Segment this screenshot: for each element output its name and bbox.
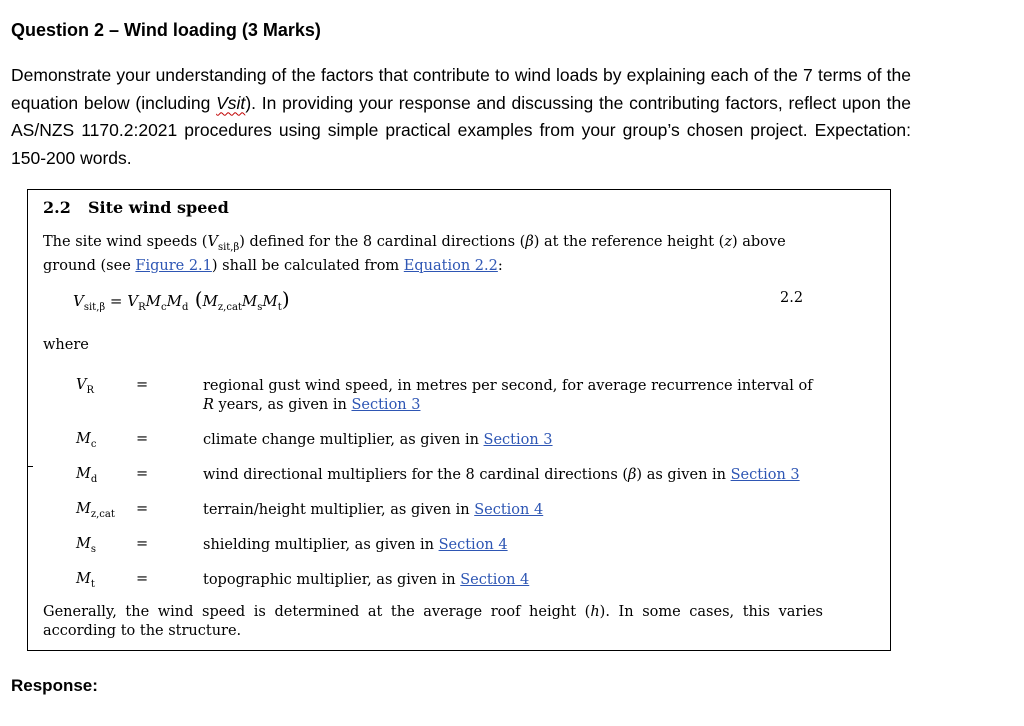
spellcheck-flagged-term[interactable]: Vsit [216,92,246,113]
section-link[interactable]: Section 4 [460,572,530,588]
term-symbol: $V_R$ [76,377,95,396]
term-symbol: $M_{z,cat}$ [76,501,115,520]
term-symbol: $M_c$ [76,431,97,450]
equation-number: 2.2 [780,290,804,306]
where-label: where [43,337,89,353]
section-link[interactable]: Section 4 [474,502,544,518]
question-instructions: Demonstrate your understanding of the factors that contribute to wind loads by explaining each of the 7 terms of the equation below (including Vsit). In providing your response and discussing the contributing factors, reflect upon the AS/NZS 1170.2:2021 procedures using simple practical examples from your group’s chosen project. Expectation: 150-200 words. [11,65,911,168]
term-description: wind directional multipliers for the 8 cardinal directions (β) as given in Section 3 [203,467,800,483]
term-description: regional gust wind speed, in metres per second, for average recurrence interval of R years, as given in Section 3 [203,378,813,413]
term-description: topographic multiplier, as given in Section 4 [203,572,530,588]
term-equals: = [136,501,149,517]
section-title: Site wind speed [88,198,229,217]
standard-excerpt-box [27,189,891,651]
equation-link[interactable]: Equation 2.2 [403,257,498,274]
term-equals: = [136,377,149,393]
section-link[interactable]: Section 3 [351,397,421,413]
section-link[interactable]: Section 3 [483,432,553,448]
section-link[interactable]: Section 3 [730,467,800,483]
term-equals: = [136,571,149,587]
term-description: terrain/height multiplier, as given in Section 4 [203,502,544,518]
term-description: climate change multiplier, as given in Section 3 [203,432,553,448]
response-label: Response: [11,676,98,695]
term-symbol: $M_s$ [76,536,96,555]
intro-paragraph: The site wind speeds $(V_{sit,\beta})$ defined for the 8 cardinal directions (β) at the reference height (z) above ground (see Figure 2.1) shall be calculated from Equation 2.2: [43,234,786,274]
term-symbol: $M_t$ [76,571,95,590]
question-title: Question 2 – Wind loading (3 Marks) [11,20,321,40]
site-wind-speed-equation: $V_{sit,\beta} = V_RM_cM_d$ $(M_{z,cat}M_sM_t)$ [73,287,290,313]
term-equals: = [136,431,149,447]
figure-link[interactable]: Figure 2.1 [135,257,212,274]
term-equals: = [136,536,149,552]
section-link[interactable]: Section 4 [438,537,508,553]
term-description: shielding multiplier, as given in Section 4 [203,537,508,553]
term-equals: = [136,466,149,482]
term-symbol: $M_d$ [76,466,98,485]
closing-paragraph: Generally, the wind speed is determined at the average roof height (h). In some cases, this varies according to the structure. [43,604,823,639]
section-number: 2.2 [43,198,71,217]
